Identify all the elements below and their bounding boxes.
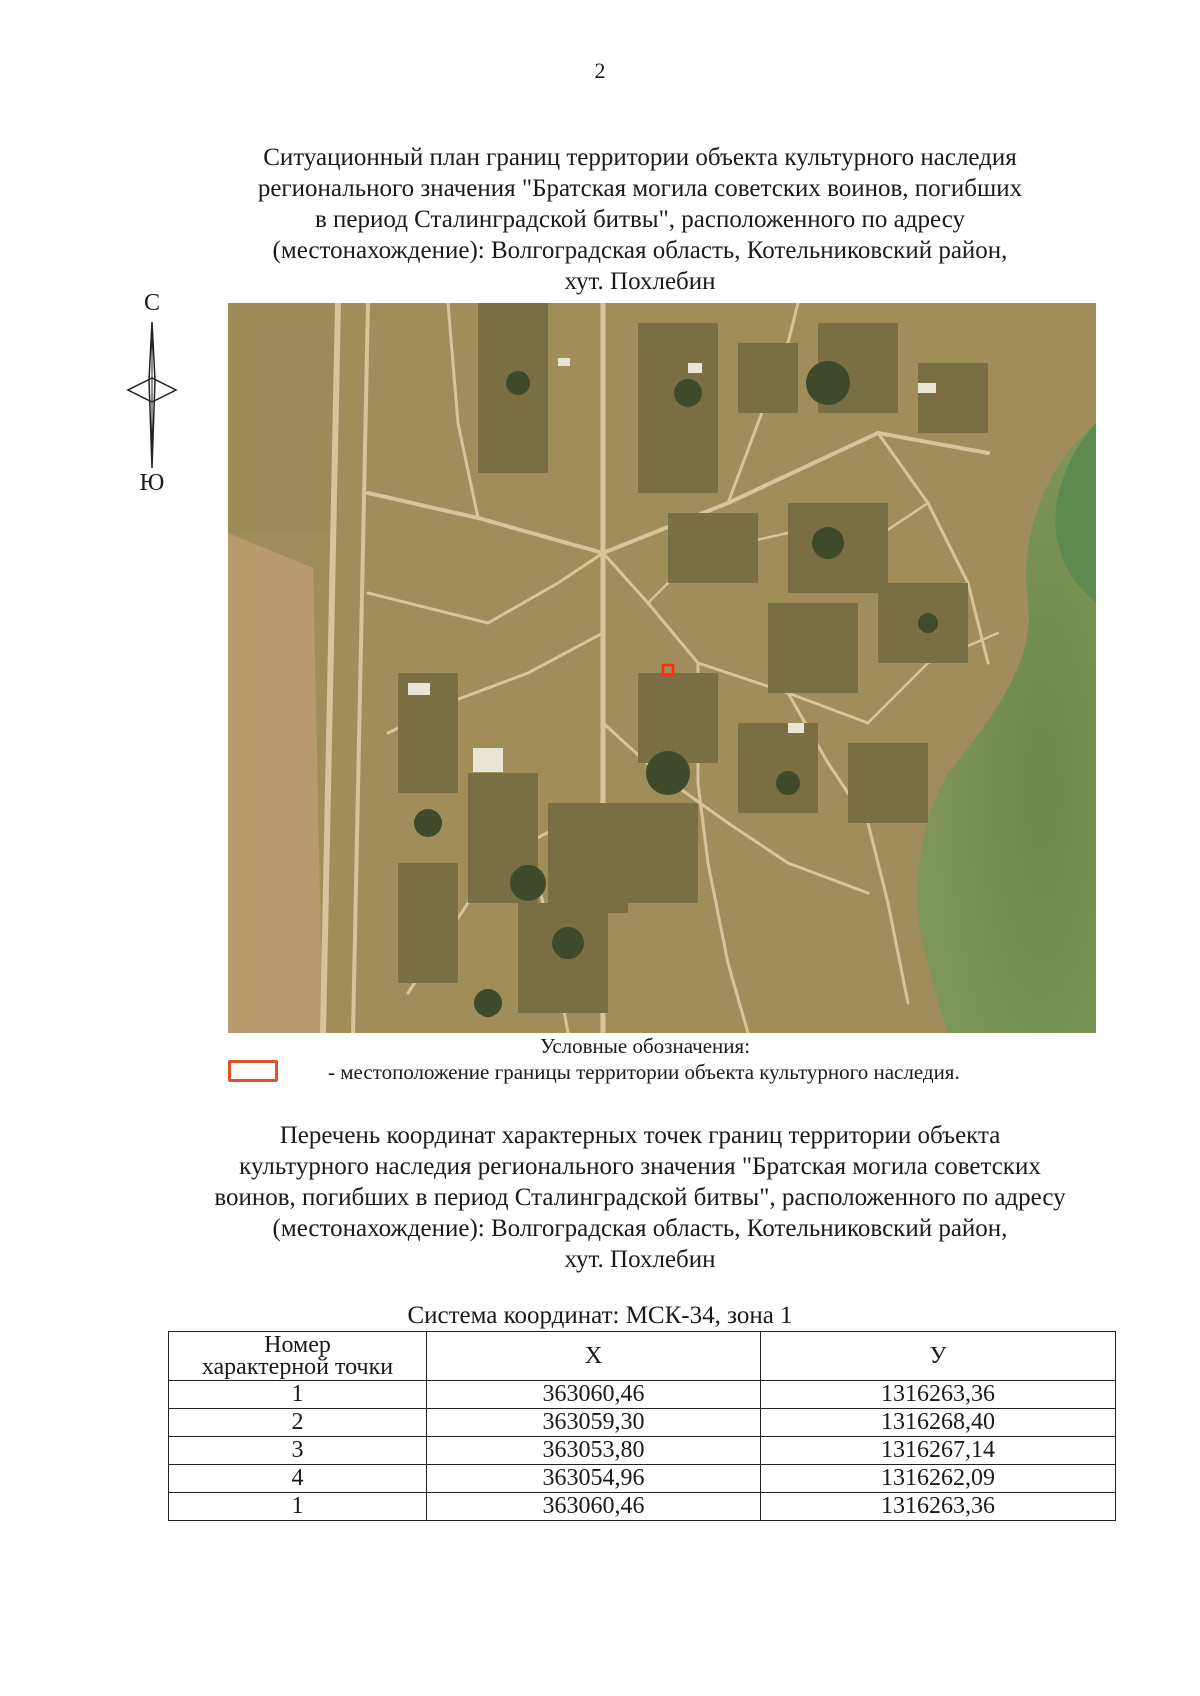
- coord-x: 363060,46: [427, 1493, 761, 1521]
- coord-x: 363053,80: [427, 1437, 761, 1465]
- compass-south-label: Ю: [139, 470, 165, 496]
- table-header-row: [169, 1332, 1116, 1381]
- header-number-line1: Номер: [264, 1332, 331, 1358]
- list-title-line: хут. Похлебин: [564, 1246, 716, 1273]
- point-number: 3: [169, 1437, 427, 1465]
- coord-y: 1316263,36: [761, 1493, 1116, 1521]
- satellite-map: [228, 303, 1096, 1033]
- header-x: X: [427, 1332, 761, 1381]
- coordinates-list-title: [160, 1120, 1120, 1275]
- header-point-number: [169, 1332, 427, 1381]
- coord-x: 363054,96: [427, 1465, 761, 1493]
- table-row: [169, 1409, 1116, 1437]
- coord-x: 363059,30: [427, 1409, 761, 1437]
- point-number: 2: [169, 1409, 427, 1437]
- list-title-line: Перечень координат характерных точек границ территории объекта: [279, 1122, 1001, 1149]
- page-number: 2: [594, 58, 606, 83]
- coord-x: 363060,46: [427, 1381, 761, 1409]
- coord-y: 1316268,40: [761, 1409, 1116, 1437]
- table-row: [169, 1465, 1116, 1493]
- coord-y: 1316267,14: [761, 1437, 1116, 1465]
- table-row: [169, 1493, 1116, 1521]
- coordinates-table: [168, 1331, 1116, 1521]
- point-number: 1: [169, 1381, 427, 1409]
- legend-item-text: - местоположение границы территории объекта культурного наследия.: [328, 1060, 960, 1084]
- plan-title-line: в период Сталинградской битвы", расположенного по адресу: [315, 206, 965, 233]
- list-title-line: воинов, погибших в период Сталинградской битвы", расположенного по адресу: [214, 1184, 1066, 1211]
- north-arrow: [120, 290, 184, 500]
- coord-y: 1316262,09: [761, 1465, 1116, 1493]
- header-y: У: [761, 1332, 1116, 1381]
- legend-boundary-swatch: [228, 1060, 278, 1082]
- plan-title-line: регионального значения "Братская могила советских воинов, погибших: [257, 175, 1023, 202]
- table-row: [169, 1437, 1116, 1465]
- table-row: [169, 1381, 1116, 1409]
- plan-title-line: (местонахождение): Волгоградская область, Котельниковский район,: [272, 237, 1008, 264]
- point-number: 4: [169, 1465, 427, 1493]
- list-title-line: культурного наследия регионального значения "Братская могила советских: [239, 1153, 1041, 1180]
- list-title-line: (местонахождение): Волгоградская область, Котельниковский район,: [272, 1215, 1008, 1242]
- compass-rose-icon: [120, 318, 184, 468]
- legend-title: Условные обозначения:: [540, 1034, 751, 1058]
- plan-title-line: Ситуационный план границ территории объекта культурного наследия: [263, 144, 1017, 171]
- plan-title-line: хут. Похлебин: [564, 268, 716, 295]
- point-number: 1: [169, 1493, 427, 1521]
- plan-title: [170, 142, 1110, 297]
- coordinate-system-label: Система координат: МСК-34, зона 1: [407, 1302, 793, 1329]
- header-number-line2: характерной точки: [201, 1354, 394, 1380]
- compass-north-label: С: [143, 290, 160, 316]
- coord-y: 1316263,36: [761, 1381, 1116, 1409]
